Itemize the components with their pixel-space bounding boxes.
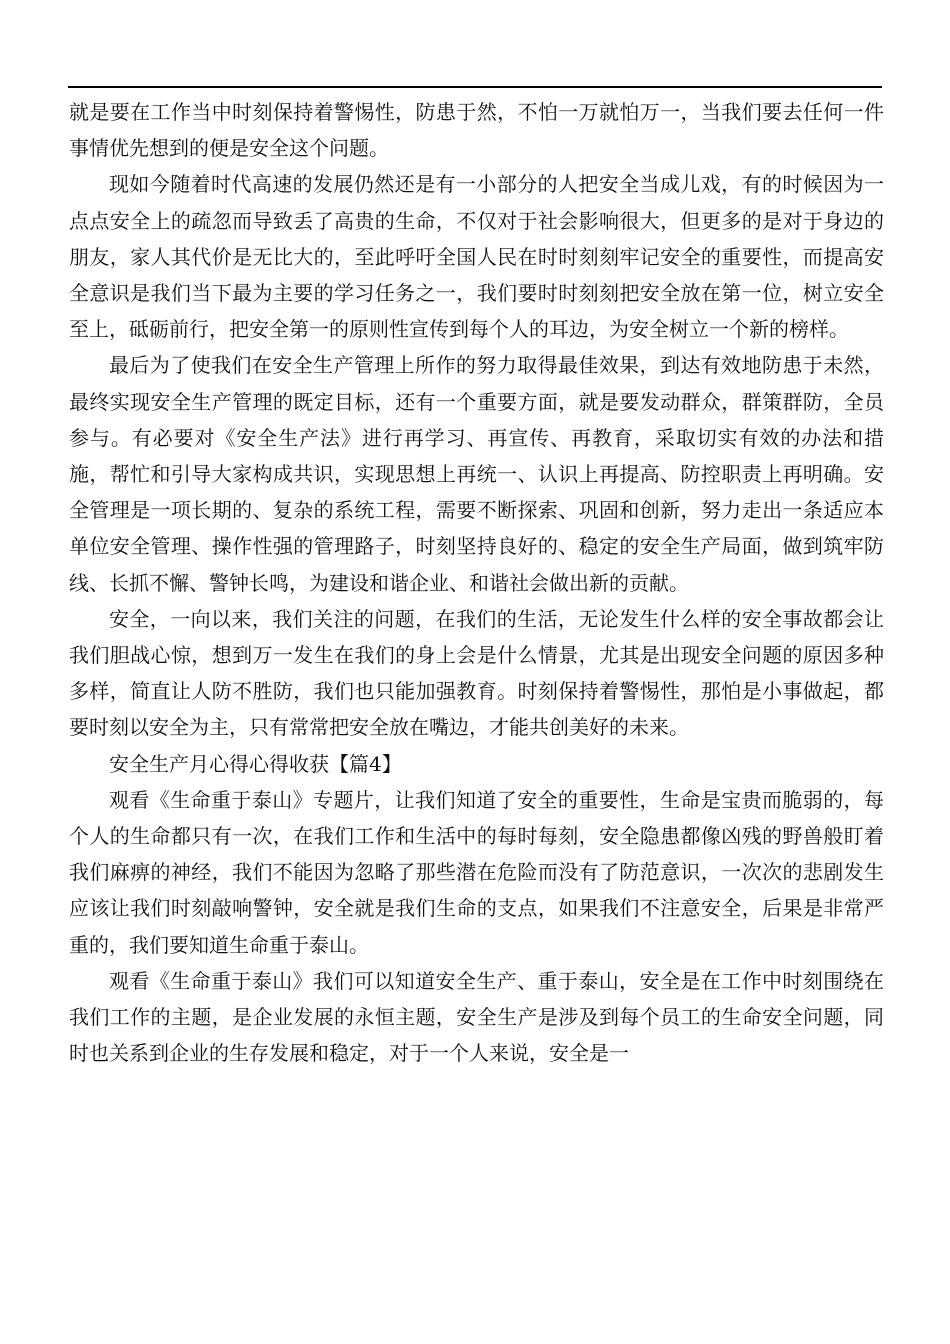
paragraph: 现如今随着时代高速的发展仍然还是有一小部分的人把安全当成儿戏，有的时候因为一点点安全上的疏忽而导致丢了高贵的生命，不仅对于社会影响很大，但更多的是对于身边的朋友，家人其代价是无比大的，至此呼吁全国人民在时时刻刻牢记安全的重要性，而提高安全意识是我们当下最为主要的学习任务之一，我们要时时刻刻把安全放在第一位，树立安全至上，砥砺前行，把安全第一的原则性宣传到每个人的耳边，为安全树立一个新的榜样。	[69, 172, 884, 342]
paragraph-continuation: 就是要在工作当中时刻保持着警惕性，防患于然，不怕一万就怕万一，当我们要去任何一件事情优先想到的便是安全这个问题。	[69, 100, 884, 161]
header-rule	[68, 86, 882, 88]
section-heading: 安全生产月心得心得收获【篇4】	[109, 751, 402, 776]
paragraph: 观看《生命重于泰山》专题片，让我们知道了安全的重要性，生命是宝贵而脆弱的，每个人的生命都只有一次，在我们工作和生活中的每时每刻，安全隐患都像凶残的野兽般盯着我们麻痹的神经，我们不能因为忽略了那些潜在危险而没有了防范意识，一次次的悲剧发生应该让我们时刻敲响警钟，安全就是我们生命的支点，如果我们不注意安全，后果是非常严重的，我们要知道生命重于泰山。	[69, 787, 884, 957]
paragraph: 观看《生命重于泰山》我们可以知道安全生产、重于泰山，安全是在工作中时刻围绕在我们工作的主题，是企业发展的永恒主题，安全生产是涉及到每个员工的生命安全问题，同时也关系到企业的生存发展和稳定，对于一个人来说，安全是一	[69, 968, 884, 1066]
document-body	[69, 94, 884, 1071]
paragraph: 安全，一向以来，我们关注的问题，在我们的生活，无论发生什么样的安全事故都会让我们胆战心惊，想到万一发生在我们的身上会是什么情景，尤其是出现安全问题的原因多种多样，简直让人防不胜防，我们也只能加强教育。时刻保持着警惕性，那怕是小事做起，都要时刻以安全为主，只有常常把安全放在嘴边，才能共创美好的未来。	[69, 606, 884, 740]
paragraph: 最后为了使我们在安全生产管理上所作的努力取得最佳效果，到达有效地防患于未然，最终实现安全生产管理的既定目标，还有一个重要方面，就是要发动群众，群策群防，全员参与。有必要对《安全生产法》进行再学习、再宣传、再教育，采取切实有效的办法和措施，帮忙和引导大家构成共识，实现思想上再统一、认识上再提高、防控职责上再明确。安全管理是一项长期的、复杂的系统工程，需要不断探索、巩固和创新，努力走出一条适应本单位安全管理、操作性强的管理路子，时刻坚持良好的、稳定的安全生产局面，做到筑牢防线、长抓不懈、警钟长鸣，为建设和谐企业、和谐社会做出新的贡献。	[69, 353, 884, 595]
